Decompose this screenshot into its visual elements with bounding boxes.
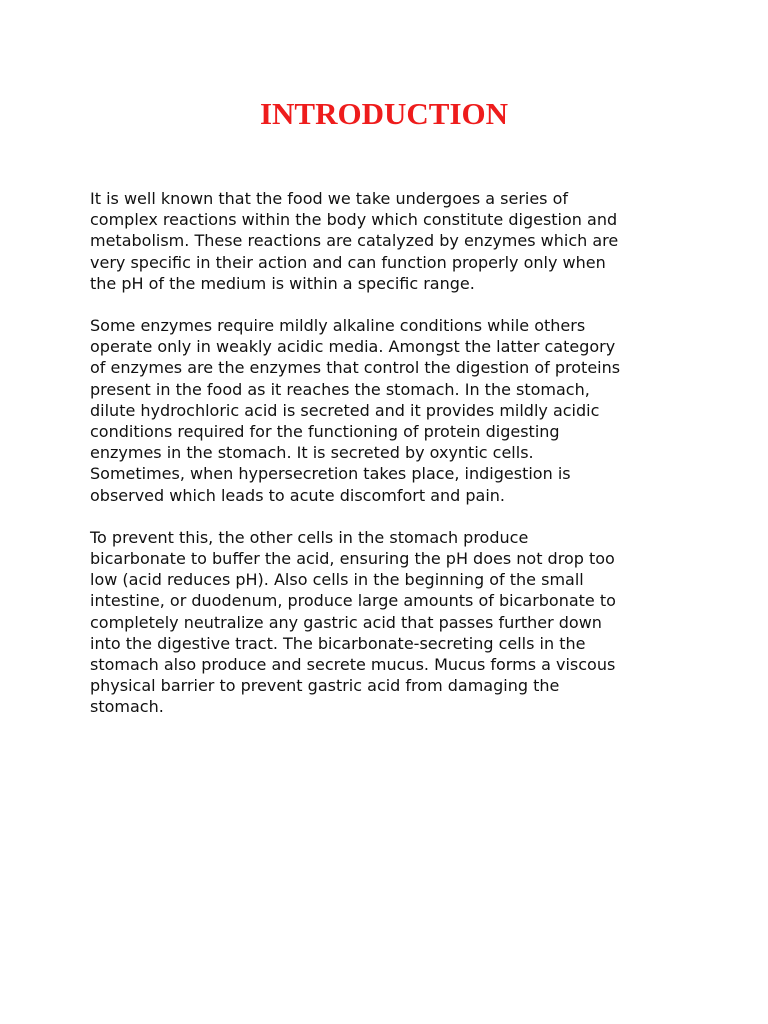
text-line: operate only in weakly acidic media. Amongst the latter category — [90, 337, 616, 357]
text-line: into the digestive tract. The bicarbonate-secreting cells in the — [90, 633, 586, 653]
document-body — [90, 188, 690, 739]
page-title: INTRODUCTION — [259, 96, 509, 131]
paragraph-2 — [90, 315, 690, 506]
paragraph-1 — [90, 188, 690, 294]
text-line: of enzymes are the enzymes that control the digestion of proteins — [90, 358, 621, 378]
text-line: bicarbonate to buffer the acid, ensuring the pH does not drop too — [90, 549, 615, 569]
text-line: very specific in their action and can function properly only when — [90, 252, 606, 272]
text-line: stomach. — [90, 697, 164, 717]
text-line: conditions required for the functioning of protein digesting — [90, 422, 560, 442]
text-line: observed which leads to acute discomfort and pain. — [90, 485, 506, 505]
text-line: complex reactions within the body which constitute digestion and — [90, 210, 618, 230]
text-line: dilute hydrochloric acid is secreted and it provides mildly acidic — [90, 400, 600, 420]
paragraph-3 — [90, 527, 690, 718]
text-line: To prevent this, the other cells in the stomach produce — [90, 527, 529, 547]
text-line: intestine, or duodenum, produce large amounts of bicarbonate to — [90, 591, 616, 611]
text-line: Some enzymes require mildly alkaline conditions while others — [90, 316, 586, 336]
text-line: low (acid reduces pH). Also cells in the beginning of the small — [90, 570, 584, 590]
text-line: physical barrier to prevent gastric acid from damaging the — [90, 676, 560, 696]
text-line: enzymes in the stomach. It is secreted by oxyntic cells. — [90, 443, 534, 463]
text-line: present in the food as it reaches the stomach. In the stomach, — [90, 379, 590, 399]
text-line: completely neutralize any gastric acid that passes further down — [90, 612, 602, 632]
text-line: It is well known that the food we take undergoes a series of — [90, 189, 569, 208]
text-line: the pH of the medium is within a specific range. — [90, 273, 475, 293]
text-line: stomach also produce and secrete mucus. Mucus forms a viscous — [90, 655, 616, 675]
text-line: metabolism. These reactions are catalyzed by enzymes which are — [90, 231, 619, 251]
text-line: Sometimes, when hypersecretion takes place, indigestion is — [90, 464, 571, 484]
